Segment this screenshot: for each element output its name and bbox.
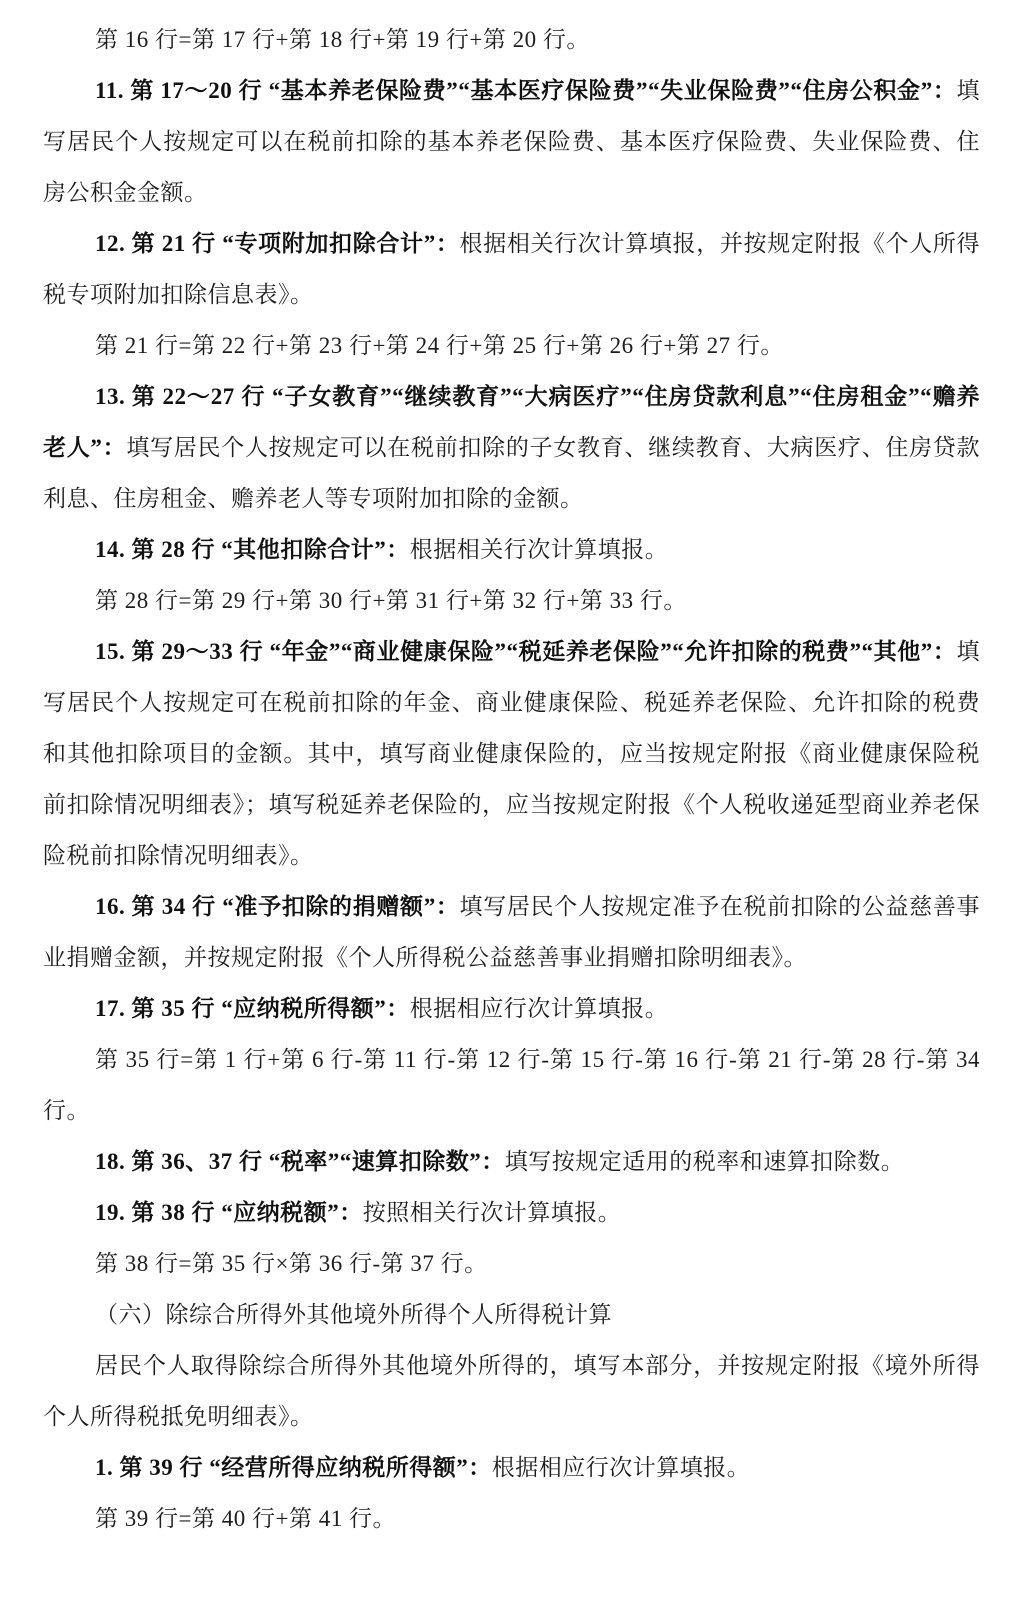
- item-19-row-38: [43, 1187, 980, 1238]
- text-run: 第 21 行=第 22 行+第 23 行+第 24 行+第 25 行+第 26 行+第 27 行。: [95, 333, 784, 358]
- text-run: 第 28 行=第 29 行+第 30 行+第 31 行+第 32 行+第 33 行。: [95, 588, 687, 613]
- text-run: 填写居民个人按规定可以在税前扣除的子女教育、继续教育、大病医疗、住房贷款利息、住房租金、赡养老人等专项附加扣除的金额。: [43, 435, 981, 511]
- item-14-row-28: [43, 524, 980, 575]
- text-run: （六）除综合所得外其他境外所得个人所得税计算: [95, 1302, 612, 1327]
- section-6-heading: [43, 1289, 980, 1340]
- bold-run: 14. 第 28 行 “其他扣除合计”：: [95, 537, 410, 562]
- item-1-row-39: [43, 1442, 980, 1493]
- text-run: 按照相关行次计算填报。: [362, 1200, 622, 1225]
- item-11-rows-17-20: [43, 65, 980, 218]
- formula-row-16: [43, 14, 980, 65]
- text-run: 填写居民个人按规定可在税前扣除的年金、商业健康保险、税延养老保险、允许扣除的税费和其他扣除项目的金额。其中，填写商业健康保险的，应当按规定附报《商业健康保险税前扣除情况明细表》；填写税延养老保险的，应当按规定附报《个人税收递延型商业养老保险税前扣除情况明细表》。: [43, 639, 980, 868]
- formula-row-21: [43, 320, 980, 371]
- text-run: 填写按规定适用的税率和速算扣除数。: [504, 1149, 905, 1174]
- text-run: 第 35 行=第 1 行+第 6 行-第 11 行-第 12 行-第 15 行-第 16 行-第 21 行-第 28 行-第 34 行。: [43, 1047, 980, 1123]
- item-18-rows-36-37: [43, 1136, 980, 1187]
- text-run: 根据相应行次计算填报。: [491, 1455, 751, 1480]
- bold-run: 18. 第 36、37 行 “税率”“速算扣除数”：: [95, 1149, 505, 1174]
- section-6-intro: [43, 1340, 980, 1442]
- item-17-row-35: [43, 983, 980, 1034]
- bold-run: 13. 第 22～27 行 “子女教育”“继续教育”“大病医疗”“住房贷款利息”“住房租金”“赡养老人”：: [43, 384, 981, 460]
- text-run: 第 38 行=第 35 行×第 36 行-第 37 行。: [95, 1251, 488, 1276]
- text-run: 第 39 行=第 40 行+第 41 行。: [95, 1506, 396, 1531]
- text-run: 填写居民个人按规定可以在税前扣除的基本养老保险费、基本医疗保险费、失业保险费、住房公积金金额。: [43, 78, 980, 205]
- text-run: 居民个人取得除综合所得外其他境外所得的，填写本部分，并按规定附报《境外所得个人所得税抵免明细表》。: [43, 1353, 980, 1429]
- formula-row-38: [43, 1238, 980, 1289]
- bold-run: 16. 第 34 行 “准予扣除的捐赠额”：: [95, 894, 460, 919]
- bold-run: 15. 第 29～33 行 “年金”“商业健康保险”“税延养老保险”“允许扣除的税费”“其他”：: [95, 639, 957, 664]
- formula-row-28: [43, 575, 980, 626]
- item-13-rows-22-27: [43, 371, 980, 524]
- text-run: 第 16 行=第 17 行+第 18 行+第 19 行+第 20 行。: [95, 27, 590, 52]
- bold-run: 1. 第 39 行 “经营所得应纳税所得额”：: [95, 1455, 492, 1480]
- text-run: 根据相关行次计算填报。: [409, 537, 669, 562]
- bold-run: 17. 第 35 行 “应纳税所得额”：: [95, 996, 410, 1021]
- item-15-rows-29-33: [43, 626, 980, 881]
- bold-run: 11. 第 17～20 行 “基本养老保险费”“基本医疗保险费”“失业保险费”“住房公积金”：: [95, 78, 957, 103]
- formula-row-35: [43, 1034, 980, 1136]
- text-run: 根据相应行次计算填报。: [409, 996, 669, 1021]
- bold-run: 19. 第 38 行 “应纳税额”：: [95, 1200, 363, 1225]
- text-run: 填写居民个人按规定准予在税前扣除的公益慈善事业捐赠金额，并按规定附报《个人所得税公益慈善事业捐赠扣除明细表》。: [43, 894, 981, 970]
- bold-run: 12. 第 21 行 “专项附加扣除合计”：: [95, 231, 460, 256]
- formula-row-39: [43, 1493, 980, 1544]
- document-body: [43, 14, 980, 1544]
- text-run: 根据相关行次计算填报，并按规定附报《个人所得税专项附加扣除信息表》。: [43, 231, 981, 307]
- item-12-row-21: [43, 218, 980, 320]
- item-16-row-34: [43, 881, 980, 983]
